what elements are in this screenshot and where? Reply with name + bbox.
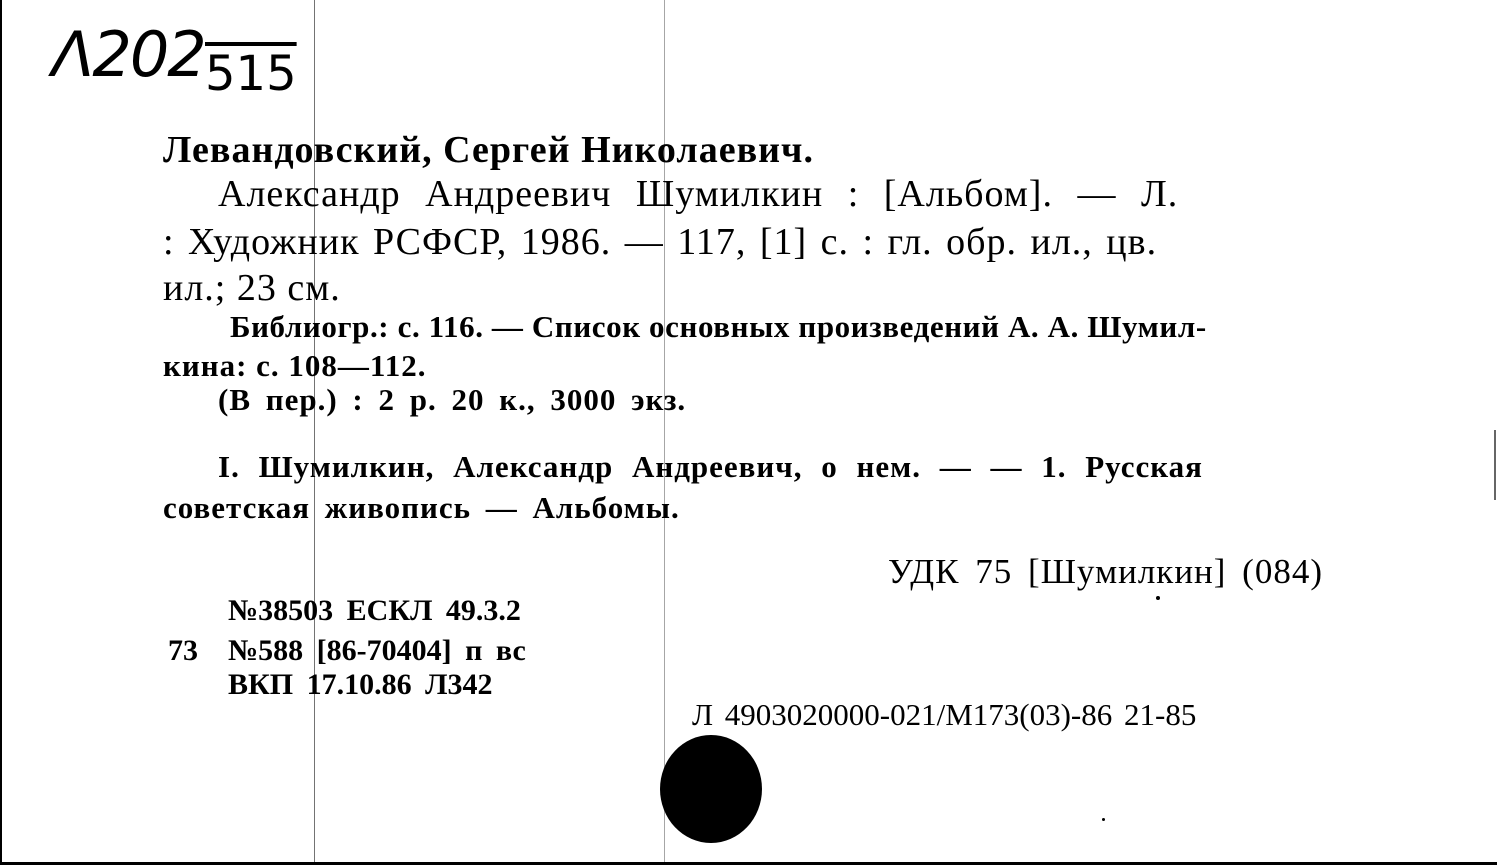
subjects-line-2: советская живопись — Альбомы.	[163, 490, 680, 525]
title-line-3: ил.; 23 см.	[163, 267, 341, 309]
title-line-1: Александр Андреевич Шумилкин : [Альбом]. — Л.	[218, 173, 1179, 215]
shelf-sub-mark: 515	[205, 46, 297, 102]
shelf-mark: Λ202	[52, 18, 205, 91]
udc-code: УДК 75 [Шумилкин] (084)	[888, 552, 1323, 591]
registry-line-3: ВКП 17.10.86 Л342	[228, 668, 493, 701]
title-line-2: : Художник РСФСР, 1986. — 117, [1] с. : гл. обр. ил., цв.	[163, 221, 1158, 263]
ink-speck	[1156, 596, 1160, 600]
price-line: (В пер.) : 2 р. 20 к., 3000 экз.	[218, 382, 687, 417]
punch-hole	[660, 735, 762, 843]
subjects-line-1: I. Шумилкин, Александр Андреевич, о нем. — — 1. Русская	[218, 449, 1203, 484]
ink-speck	[1102, 818, 1105, 821]
registry-prefix: 73	[168, 634, 198, 667]
registry-line-2: №588 [86-70404] п вс	[228, 634, 526, 667]
index-code: Л 4903020000-021/М173(03)-86 21-85	[692, 697, 1197, 732]
notes-line-2: кина: с. 108—112.	[163, 348, 427, 383]
right-edge-mark	[1494, 430, 1496, 500]
registry-line-1: №38503 ЕСКЛ 49.3.2	[228, 594, 521, 627]
notes-line-1: Библиогр.: с. 116. — Список основных произведений А. А. Шумил-	[230, 309, 1207, 344]
card-left-edge	[0, 0, 2, 865]
author-heading: Левандовский, Сергей Николаевич.	[163, 129, 814, 171]
